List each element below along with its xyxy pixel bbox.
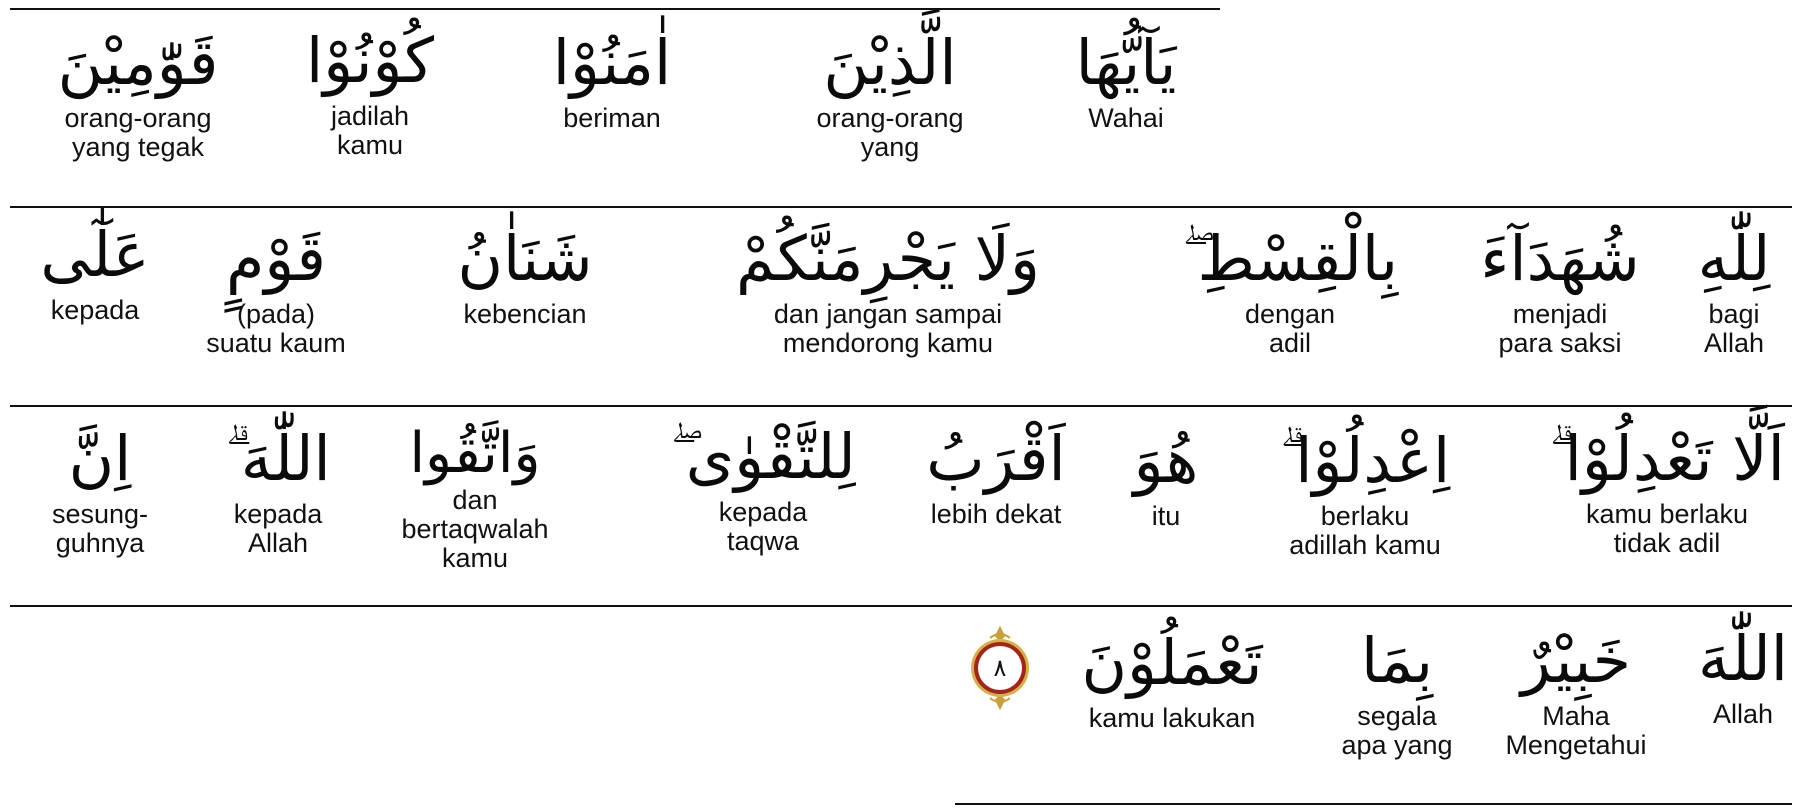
translation: dan jangan sampai mendorong kamu	[773, 299, 1003, 358]
word-card	[40, 218, 150, 325]
word-card	[1697, 222, 1771, 358]
translation: sesung- guhnya	[51, 499, 149, 558]
translation: dan bertaqwalah kamu	[401, 485, 549, 573]
arabic-word: اِنَّ	[68, 422, 132, 495]
word-card	[1279, 424, 1451, 560]
translation: menjadi para saksi	[1498, 299, 1622, 358]
arabic-word: بِالْقِسْطِ ۖ	[1181, 222, 1399, 295]
arabic-word: اَقْرَبُ	[926, 422, 1066, 495]
arabic-word: وَاتَّقُوا	[409, 421, 541, 486]
translation: kebencian	[463, 299, 587, 329]
translation: kepada	[50, 295, 140, 325]
translation: kamu lakukan	[1088, 703, 1256, 733]
translation: beriman	[563, 103, 661, 133]
arabic-word: لِلتَّقْوٰى ۖ	[670, 420, 856, 493]
word-card	[305, 24, 435, 160]
word-card	[57, 26, 219, 162]
rule-row-2	[10, 405, 1792, 407]
arabic-word: اَلَّا تَعْدِلُوْا ۗ	[1549, 422, 1785, 495]
rule-bottom	[955, 803, 1792, 805]
arabic-word: تَعْمَلُوْنَ	[1081, 626, 1263, 699]
arabic-word: وَلَا يَجْرِمَنَّكُمْ	[736, 222, 1040, 295]
arabic-word: اللّٰهَ	[1698, 622, 1788, 695]
word-card	[401, 421, 549, 573]
arabic-word: الَّذِيْنَ	[823, 26, 957, 99]
translation: Maha Mengetahui	[1505, 701, 1647, 760]
arabic-word: هُوَ	[1133, 424, 1199, 497]
word-card	[552, 26, 672, 133]
translation: Wahai	[1088, 103, 1164, 133]
arabic-word: عَلٰٓى	[40, 218, 150, 291]
rule-row-3	[10, 605, 1792, 607]
arabic-word: يَآيُّهَا	[1075, 26, 1177, 99]
translation: Allah	[1712, 699, 1774, 729]
word-card	[1075, 26, 1177, 133]
arabic-word: خَبِيْرٌ	[1521, 624, 1631, 697]
translation: segala apa yang	[1341, 701, 1453, 760]
arabic-word: اِعْدِلُوْا ۗ	[1279, 424, 1451, 497]
word-card	[736, 222, 1040, 358]
translation: dengan adil	[1244, 299, 1336, 358]
word-card	[225, 422, 331, 558]
translation: (pada) suatu kaum	[206, 299, 346, 358]
arabic-word: شُهَدَآءَ	[1480, 222, 1640, 295]
verse-number: ٨	[993, 654, 1007, 682]
word-card	[1341, 624, 1453, 760]
word-card	[926, 422, 1066, 529]
word-card	[1081, 626, 1263, 733]
arabic-word: اٰمَنُوْا	[552, 26, 672, 99]
translation: kepada Allah	[233, 499, 323, 558]
word-card	[457, 222, 593, 329]
translation: itu	[1151, 501, 1181, 531]
arabic-word: اللّٰهَ ۗ	[225, 422, 331, 495]
translation: jadilah kamu	[330, 101, 410, 160]
word-card	[816, 26, 964, 162]
translation: berlaku adillah kamu	[1289, 501, 1441, 560]
translation: orang-orang yang	[816, 103, 964, 162]
arabic-word: لِلّٰهِ	[1697, 222, 1771, 295]
word-card	[1698, 622, 1788, 729]
word-card	[206, 222, 346, 358]
translation: kamu berlaku tidak adil	[1585, 499, 1749, 558]
arabic-word: بِمَا	[1360, 624, 1433, 697]
rule-top	[10, 8, 1220, 10]
translation: kepada taqwa	[718, 497, 808, 556]
word-card	[1133, 424, 1199, 531]
word-card	[670, 420, 856, 556]
translation: bagi Allah	[1703, 299, 1765, 358]
word-card	[1549, 422, 1785, 558]
rule-row-1	[10, 206, 1792, 208]
arabic-word: كُوْنُوْا	[305, 24, 435, 97]
translation: lebih dekat	[930, 499, 1062, 529]
translation: orang-orang yang tegak	[64, 103, 212, 162]
word-card	[1480, 222, 1640, 358]
arabic-word: قَوّٰمِيْنَ	[57, 26, 219, 99]
word-card	[51, 422, 149, 558]
arabic-word: شَنَاٰنُ	[457, 222, 593, 295]
word-card	[1505, 624, 1647, 760]
arabic-word: قَوْمٍ	[225, 222, 327, 295]
word-card	[1181, 222, 1399, 358]
verse-end-marker-icon	[968, 626, 1032, 710]
